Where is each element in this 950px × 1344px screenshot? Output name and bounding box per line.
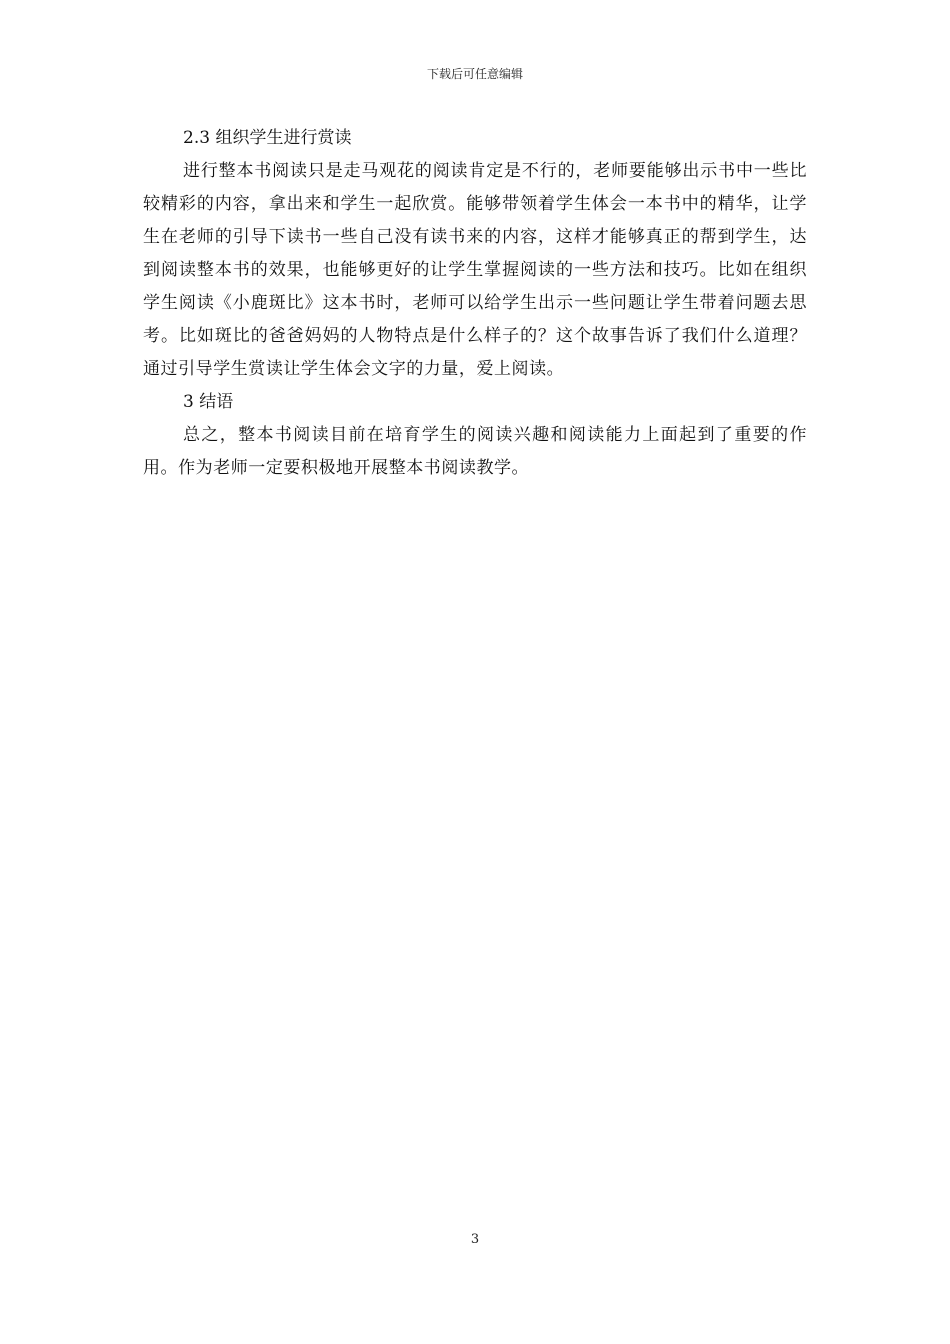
section-heading: 3 结语 — [183, 392, 234, 412]
section-heading: 2.3 组织学生进行赏读 — [183, 128, 352, 148]
section-paragraph: 总之，整本书阅读目前在培育学生的阅读兴趣和阅读能力上面起到了重要的作用。作为老师一定要积极地开展整本书阅读教学。 — [143, 425, 807, 478]
section-2-3 — [143, 122, 807, 386]
page-number: 3 — [470, 1232, 480, 1247]
page-header: 下载后可任意编辑 — [426, 67, 523, 81]
section-paragraph: 进行整本书阅读只是走马观花的阅读肯定是不行的，老师要能够出示书中一些比较精彩的内容，拿出来和学生一起欣赏。能够带领着学生体会一本书中的精华，让学生在老师的引导下读书一些自己没有读书来的内容，这样才能够真正的帮到学生，达到阅读整本书的效果，也能够更好的让学生掌握阅读的一些方法和技巧。比如在组织学生阅读《小鹿斑比》这本书时，老师可以给学生出示一些问题让学生带着问题去思考。比如斑比的爸爸妈妈的人物特点是什么样子的？这个故事告诉了我们什么道理？通过引导学生赏读让学生体会文字的力量，爱上阅读。 — [143, 161, 807, 379]
section-3 — [143, 386, 807, 485]
document-body — [143, 122, 807, 485]
